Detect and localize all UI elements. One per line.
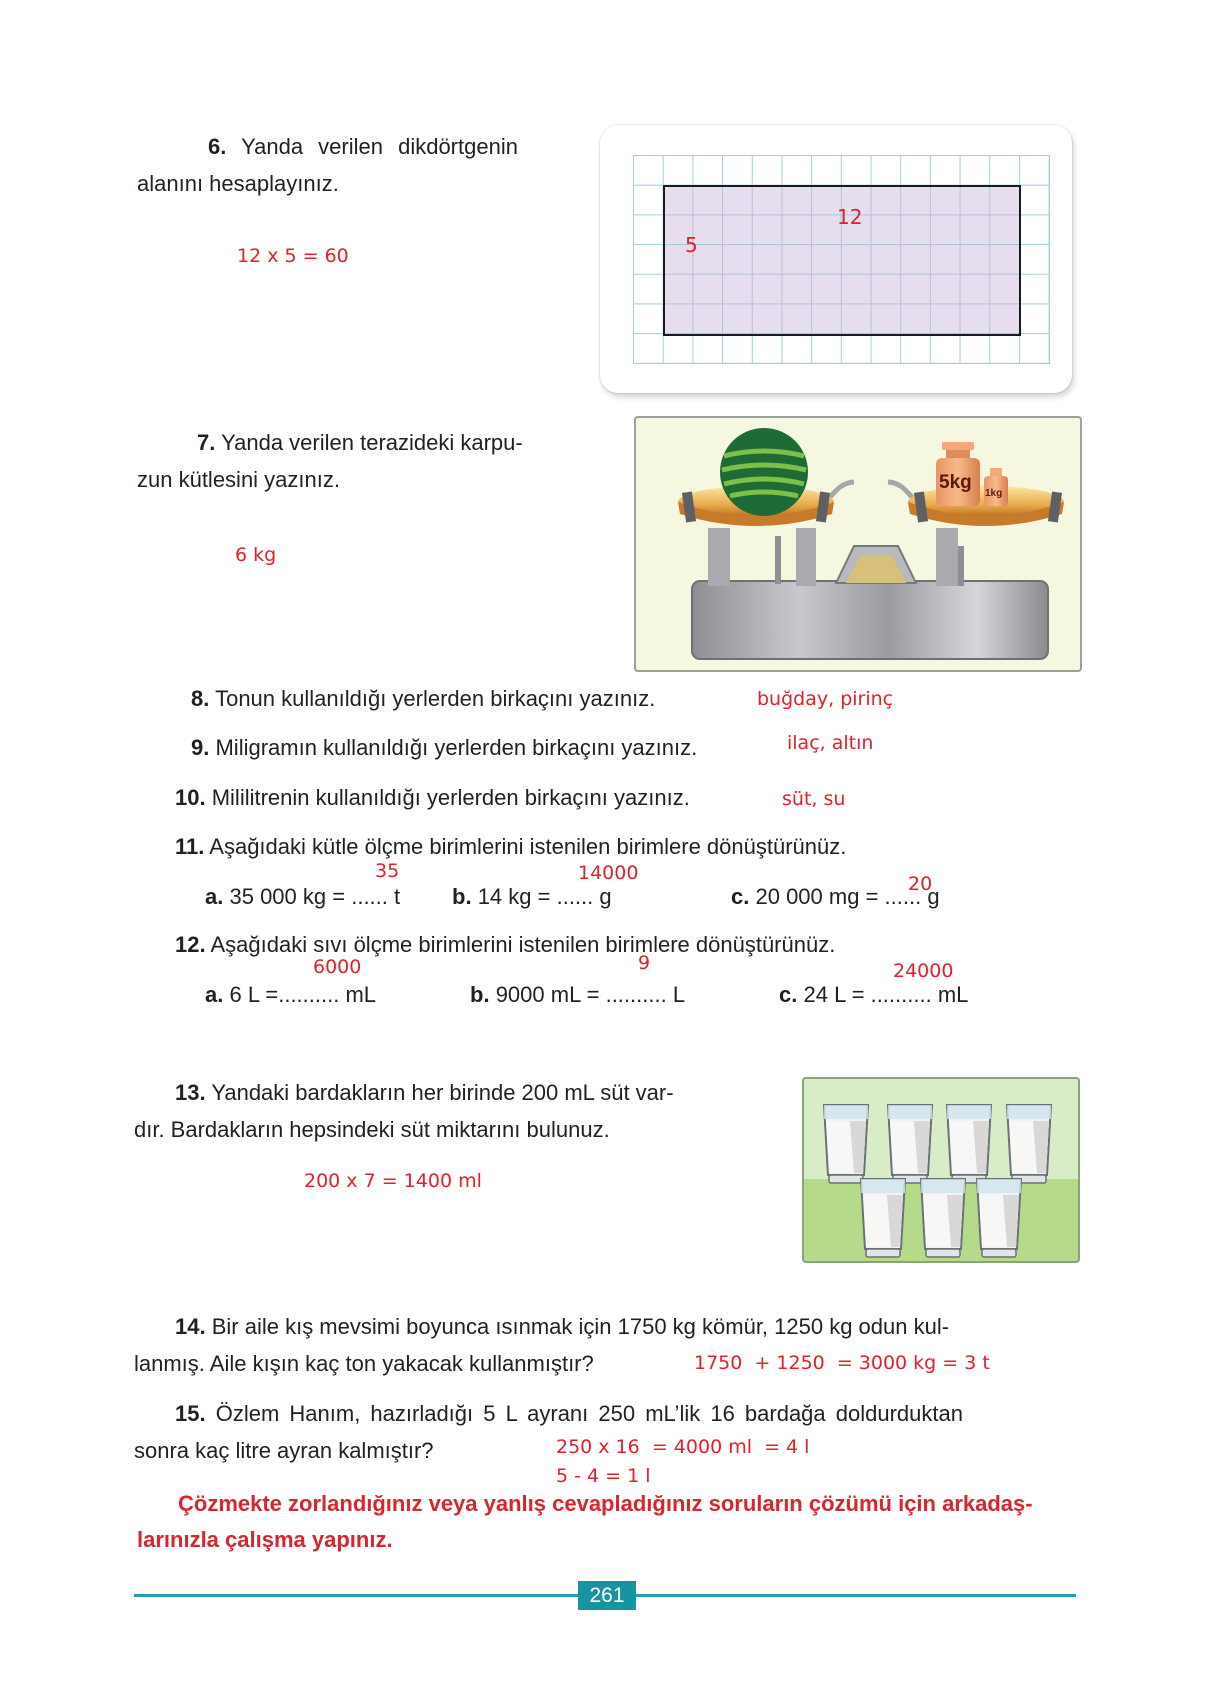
milk-glasses-figure: [802, 1077, 1080, 1263]
answer-8: buğday, pirinç: [757, 688, 894, 710]
question-11: [175, 828, 846, 865]
question-number: 8.: [191, 686, 210, 711]
question-7: [137, 424, 583, 498]
height-label: 5: [685, 233, 698, 257]
question-text: lanmış. Aile kışın kaç ton yakacak kullanmıştır?: [134, 1351, 594, 1376]
question-13: [134, 1074, 756, 1148]
footer-rule-left: [134, 1594, 578, 1597]
answer-12b: 9: [638, 952, 651, 974]
question-text: Özlem Hanım, hazırladığı 5 L ayranı 250 mL’lik 16 bardağa doldurduktan: [215, 1401, 963, 1426]
question-text: Yandaki bardakların her birinde 200 mL süt var-: [211, 1080, 674, 1105]
question-number: 7.: [197, 430, 216, 455]
answer-12c: 24000: [893, 960, 954, 982]
question-text: Tonun kullanıldığı yerlerden birkaçını yazınız.: [215, 686, 656, 711]
page-number: 261: [578, 1581, 636, 1610]
conversion-11b: b. 14 kg = ...... g: [452, 884, 612, 909]
answer-9: ilaç, altın: [787, 732, 874, 754]
question-6: [137, 128, 557, 202]
answer-7: 6 kg: [235, 544, 277, 566]
svg-text:1kg: 1kg: [985, 488, 1003, 499]
question-number: 13.: [175, 1080, 206, 1105]
question-number: 14.: [175, 1314, 206, 1339]
answer-11a: 35: [375, 860, 400, 882]
question-10: [175, 779, 690, 816]
answer-12a: 6000: [313, 956, 362, 978]
study-notice: Çözmekte zorlandığınız veya yanlış cevapladığınız soruların çözümü için arkadaş- larınızla çalışma yapınız.: [137, 1491, 1033, 1552]
balance-scale-figure: [634, 416, 1082, 672]
question-text: Aşağıdaki kütle ölçme birimlerini istenilen birimlere dönüştürünüz.: [209, 834, 847, 859]
answer-15-step1: 250 x 16 = 4000 ml = 4 l: [556, 1436, 810, 1458]
question-number: 6.: [208, 134, 227, 159]
question-text: Bir aile kış mevsimi boyunca ısınmak için 1750 kg kömür, 1250 kg odun kul-: [211, 1314, 950, 1339]
question-text: sonra kaç litre ayran kalmıştır?: [134, 1438, 434, 1463]
question-text: Mililitrenin kullanıldığı yerlerden birkaçını yazınız.: [211, 785, 690, 810]
grid-paper: [633, 155, 1050, 364]
question-number: 9.: [191, 735, 210, 760]
question-number: 12.: [175, 932, 206, 957]
answer-6: 12 x 5 = 60: [237, 245, 349, 267]
balance-scale-icon: [636, 418, 1080, 670]
rectangle-shape: [663, 185, 1021, 336]
question-text: dır. Bardakların hepsindeki süt miktarını bulunuz.: [134, 1117, 610, 1142]
milk-glass-icons: [804, 1079, 1078, 1261]
rectangle-figure-card: [600, 125, 1072, 393]
answer-11b: 14000: [578, 862, 639, 884]
question-9: [191, 729, 697, 766]
question-number: 10.: [175, 785, 206, 810]
answer-15-step2: 5 - 4 = 1 l: [556, 1465, 651, 1487]
conversion-12b: b. 9000 mL = .......... L: [470, 982, 686, 1007]
answer-14: 1750 + 1250 = 3000 kg = 3 t: [694, 1352, 990, 1374]
question-8: [191, 680, 655, 717]
question-12: [175, 926, 835, 963]
answer-13: 200 x 7 = 1400 ml: [304, 1170, 482, 1192]
question-number: 15.: [175, 1401, 206, 1426]
conversion-11a: a. 35 000 kg = ...... t: [205, 884, 401, 909]
question-text: Yanda verilen terazideki karpu-: [221, 430, 523, 455]
conversion-12c: c. 24 L = .......... mL: [779, 982, 969, 1007]
answer-10: süt, su: [782, 788, 846, 810]
conversion-11c: c. 20 000 mg = ...... g: [731, 884, 940, 909]
question-text: Aşağıdaki sıvı ölçme birimlerini istenilen birimlere dönüştürünüz.: [210, 932, 836, 957]
svg-text:5kg: 5kg: [939, 472, 972, 493]
question-text: alanını hesaplayınız.: [137, 171, 339, 196]
question-text: Yanda verilen dikdörtgenin: [241, 134, 518, 159]
width-label: 12: [837, 205, 863, 229]
conversion-12a: a. 6 L =.......... mL: [205, 982, 377, 1007]
answer-11c: 20: [908, 873, 933, 895]
footer-rule-right: [636, 1594, 1076, 1597]
question-text: zun kütlesini yazınız.: [137, 467, 340, 492]
question-number: 11.: [175, 834, 205, 859]
question-text: Miligramın kullanıldığı yerlerden birkaçını yazınız.: [215, 735, 698, 760]
